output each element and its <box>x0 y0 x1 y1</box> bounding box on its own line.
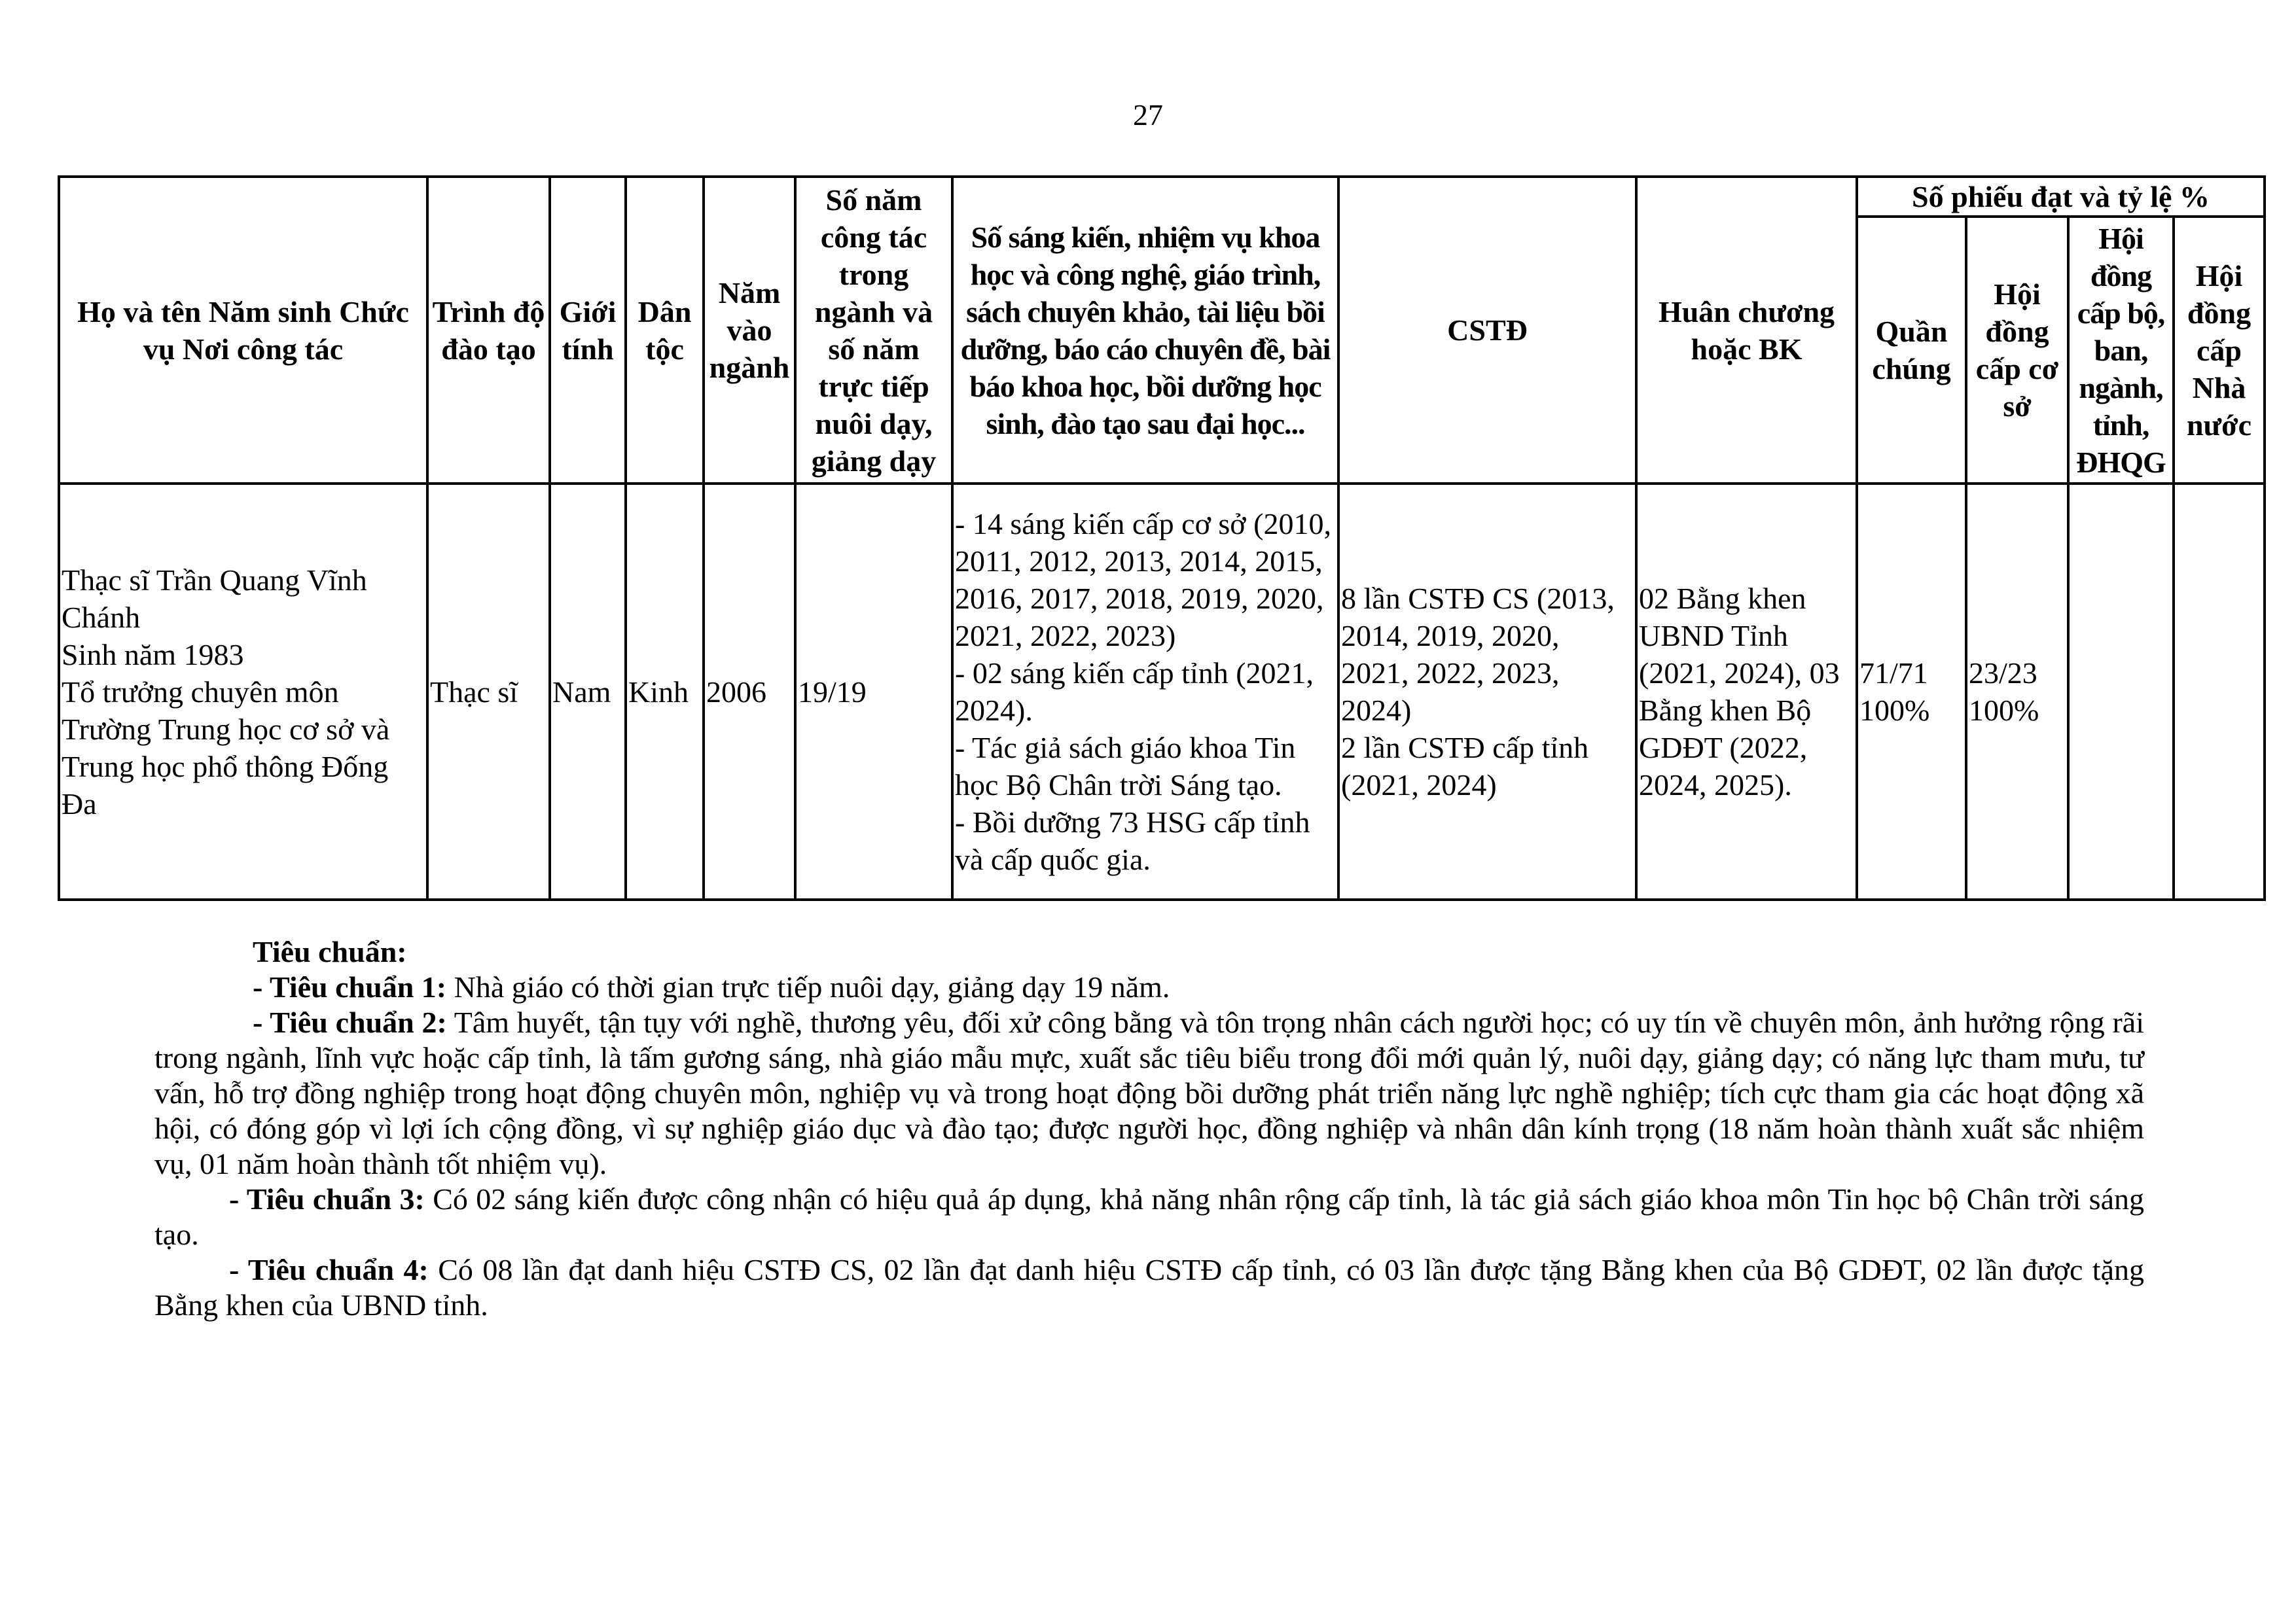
criteria-text: Có 08 lần đạt danh hiệu CSTĐ CS, 02 lần đạt danh hiệu CSTĐ cấp tỉnh, có 03 lần được tặng Bằng khen của Bộ GDĐT, 02 lần được tặng Bằng khen của UBND tỉnh. <box>154 1253 2144 1322</box>
cstd-item: 8 lần CSTĐ CS (2013, 2014, 2019, 2020, 2021, 2022, 2023, 2024) <box>1341 582 1615 727</box>
cell-name <box>59 484 427 900</box>
initiative-item: - Bồi dưỡng 73 HSG cấp tỉnh và cấp quốc gia. <box>955 805 1310 876</box>
nominee-table <box>58 175 2266 901</box>
header-votes-state: Hội đồng cấp Nhà nước <box>2174 217 2265 484</box>
initiative-item: - 14 sáng kiến cấp cơ sở (2010, 2011, 2012, 2013, 2014, 2015, 2016, 2017, 2018, 2019, 2020, 2021, 2022, 2023) <box>955 507 1331 652</box>
criteria-text: Nhà giáo có thời gian trực tiếp nuôi dạy, giảng dạy 19 năm. <box>446 970 1170 1004</box>
cell-votes-ministry <box>2068 484 2174 900</box>
criteria-item-1 <box>154 970 2144 1005</box>
cell-votes-state <box>2174 484 2265 900</box>
cell-votes-public <box>1857 484 1966 900</box>
criteria-item-2 <box>154 1005 2144 1182</box>
cell-ethnicity: Kinh <box>626 484 704 900</box>
page-number: 27 <box>1133 98 1163 132</box>
header-row-1 <box>59 177 2265 217</box>
votes-count: 23/23 <box>1969 656 2037 690</box>
criteria-label: - Tiêu chuẩn 4: <box>229 1253 429 1286</box>
cell-name-line: Thạc sĩ Trần Quang Vĩnh Chánh <box>62 563 367 634</box>
cell-votes-base <box>1966 484 2068 900</box>
criteria-label: - Tiêu chuẩn 2: <box>253 1006 447 1039</box>
votes-count: 71/71 <box>1859 656 1928 690</box>
cell-name-line: Sinh năm 1983 <box>62 637 244 671</box>
initiative-item: - Tác giả sách giáo khoa Tin học Bộ Chân trời Sáng tạo. <box>955 731 1296 802</box>
header-cstd: CSTĐ <box>1338 177 1636 484</box>
header-training: Trình độ đào tạo <box>427 177 550 484</box>
table-row <box>59 484 2265 900</box>
header-votes-ministry: Hội đồng cấp bộ, ban, ngành, tỉnh, ĐHQG <box>2068 217 2174 484</box>
header-start-year: Năm vào ngành <box>704 177 795 484</box>
cell-medals: 02 Bằng khen UBND Tỉnh (2021, 2024), 03 Bằng khen Bộ GDĐT (2022, 2024, 2025). <box>1636 484 1857 900</box>
header-initiatives: Số sáng kiến, nhiệm vụ khoa học và công nghệ, giáo trình, sách chuyên khảo, tài liệu bồi dưỡng, báo cáo chuyên đề, bài báo khoa học, bồi dưỡng học sinh, đào tạo sau đại học... <box>952 177 1338 484</box>
cell-initiatives <box>952 484 1338 900</box>
header-votes-group: Số phiếu đạt và tỷ lệ % <box>1857 177 2265 217</box>
criteria-label: - Tiêu chuẩn 3: <box>229 1182 425 1216</box>
initiative-item: - 02 sáng kiến cấp tỉnh (2021, 2024). <box>955 656 1314 727</box>
cell-start-year: 2006 <box>704 484 795 900</box>
criteria-label: - Tiêu chuẩn 1: <box>253 970 447 1004</box>
cstd-item: 2 lần CSTĐ cấp tỉnh (2021, 2024) <box>1341 731 1589 802</box>
criteria-section <box>154 934 2144 1323</box>
cell-name-line: Tổ trưởng chuyên môn Trường Trung học cơ sở và Trung học phổ thông Đống Đa <box>62 675 390 821</box>
criteria-heading: Tiêu chuẩn: <box>253 935 407 968</box>
cell-years: 19/19 <box>795 484 952 900</box>
cell-cstd <box>1338 484 1636 900</box>
votes-percent: 100% <box>1859 694 1930 727</box>
header-gender: Giới tính <box>550 177 626 484</box>
header-votes-public: Quần chúng <box>1857 217 1966 484</box>
header-votes-base: Hội đồng cấp cơ sở <box>1966 217 2068 484</box>
criteria-text: Có 02 sáng kiến được công nhận có hiệu quả áp dụng, khả năng nhân rộng cấp tỉnh, là tác giả sách giáo khoa môn Tin học bộ Chân trời sáng tạo. <box>154 1182 2144 1251</box>
header-name: Họ và tên Năm sinh Chức vụ Nơi công tác <box>59 177 427 484</box>
header-years: Số năm công tác trong ngành và số năm trực tiếp nuôi dạy, giảng dạy <box>795 177 952 484</box>
votes-percent: 100% <box>1969 694 2039 727</box>
header-ethnicity: Dân tộc <box>626 177 704 484</box>
criteria-item-3 <box>154 1182 2144 1252</box>
cell-gender: Nam <box>550 484 626 900</box>
header-medals: Huân chương hoặc BK <box>1636 177 1857 484</box>
cell-training: Thạc sĩ <box>427 484 550 900</box>
criteria-item-4 <box>154 1252 2144 1323</box>
criteria-text: Tâm huyết, tận tụy với nghề, thương yêu, đối xử công bằng và tôn trọng nhân cách người học; có uy tín về chuyên môn, ảnh hưởng rộng rãi trong ngành, lĩnh vực hoặc cấp tỉnh, là tấm gương sáng, nhà giáo mẫu mực, xuất sắc tiêu biểu trong đổi mới quản lý, nuôi dạy, giảng dạy; có năng lực tham mưu, tư vấn, hỗ trợ đồng nghiệp trong hoạt động chuyên môn, nghiệp vụ và trong hoạt động bồi dưỡng phát triển năng lực nghề nghiệp; tích cực tham gia các hoạt động xã hội, có đóng góp vì lợi ích cộng đồng, vì sự nghiệp giáo dục và đào tạo; được người học, đồng nghiệp và nhân dân kính trọng (18 năm hoàn thành xuất sắc nhiệm vụ, 01 năm hoàn thành tốt nhiệm vụ). <box>154 1006 2144 1180</box>
